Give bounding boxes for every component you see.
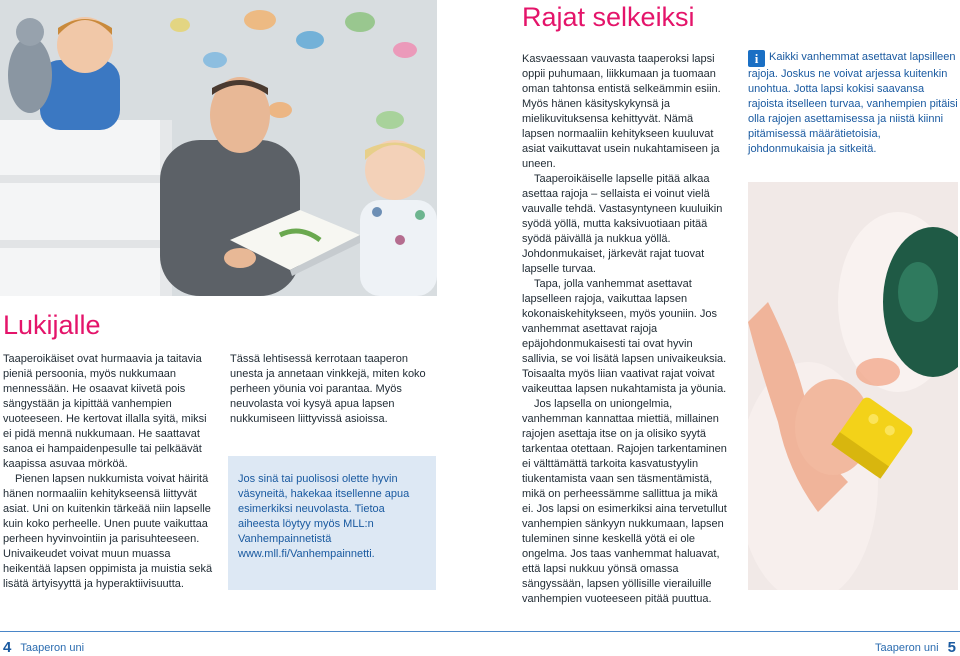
paragraph: Jos lapsella on uniongelmia, vanhemman kannattaa miettiä, millainen rajojen asettaja itse on ja olisiko syytä tarkentaa otettaan. Rajojen tarkentaminen ei välttämättä tarkoita kasvatustyylin tiukentamista vaan sen täsmentämistä, mikä on perheessämme sallittua ja mikä ei. Jos lapsi on esimerkiksi aina tervetullut vanhempien sänkyyn nukkumaan, lapsen tuleminen sinne keskellä yötä ei ole ongelma. Jos taas vanhemmat haluavat, että lapsi nukkuu yönsä omassa sängyssään, lapsen yöllisille vierailuille vanhempien vuoteeseen pitää puuttua. (522, 398, 727, 605)
tip-text: Kaikki vanhemmat asettavat lapsilleen rajoja. Joskus ne voivat arjessa kuitenkin unohtua. Jotta lapsi kokisi saavansa rajoista itselleen turvaa, vanhempien pitäisi olla rajojen asettamisessa ja niistä kiinni pitämisessä määrätietoisia, johdonmukaisia ja sitkeitä. (748, 51, 958, 155)
tip-box (748, 50, 958, 157)
footer-divider (0, 631, 960, 632)
footer-left (3, 640, 84, 656)
info-icon: i (748, 50, 765, 67)
paragraph: Pienen lapsen nukkumista voivat häiritä hänen normaaliin kehitykseensä liittyvät asiat. Uni on kuitenkin tärkeää niin lapselle kuin koko perheelle. Unen puute vaikuttaa perheen hyvinvointiin ja parisuhteeseen. Univaikeudet voivat muun muassa heikentää lapsen oppimista ja muistia sekä lisätä ärtyisyyttä ja hyperaktiivisuutta. (3, 473, 213, 590)
page-title-lukijalle: Lukijalle (3, 310, 101, 340)
page-number-right: 5 (947, 639, 956, 656)
info-box-text: Jos sinä tai puolisosi olette hyvin väsyneitä, hakekaa itsellenne apua esimerkiksi neuvolasta. Tietoa aiheesta löytyy myös MLL:n Vanhempainnetistä www.mll.fi/Vanhempainnetti. (238, 473, 410, 560)
photo-bath-toy (748, 182, 958, 590)
footer-label-left: Taaperon uni (20, 642, 85, 654)
info-box (228, 456, 436, 590)
paragraph: Taaperoikäiset ovat hurmaavia ja taitavia pieniä persoonia, myös nukkumaan mennessään. He osaavat kiivetä pois sängystään ja kipittää vanhempien vuoteeseen. He kertovat illalla syitä, miksi ei pidä mennä nukkumaan. He saattavat sanoa ei hampaidenpesulle tai pelkäävät kaapissa asuvaa mörköä. (3, 353, 207, 470)
photo-father-reading (0, 0, 437, 296)
left-column-text (3, 352, 215, 592)
photo-father-reading-illustration (0, 0, 437, 296)
page-number-left: 4 (3, 639, 12, 656)
footer-label-right: Taaperon uni (874, 642, 939, 654)
paragraph: Taaperoikäiselle lapselle pitää alkaa asettaa rajoja – sellaista ei voinut vielä vauvalle tehdä. Vastasyntyneen kuuluikin syödä yöllä, mutta kaksivuotiaan pitää syödä päivällä ja nukkua yöllä. Johdonmukaiset, järkevät rajat tuovat lapselle turvaa. (522, 173, 723, 275)
paragraph: Kasvaessaan vauvasta taaperoksi lapsi oppii puhumaan, liikkumaan ja tuomaan oman tahtonsa entistä selkeämmin esiin. Myös hänen käsityskykynsä ja mielikuvituksensa kehittyvät. Nämä lapsen normaaliin kehitykseen kuuluvat asiat vaikuttavat usein nukahtamiseen ja uneen. (522, 53, 721, 170)
paragraph: Tapa, jolla vanhemmat asettavat lapselleen rajoja, vaikuttaa lapsen kokonaiskehitykseen, myös youniin. Jos vanhemmat asettavat rajoja epäjohdonmukaisesti tai ovat hyvin sallivia, se voi lisätä lapsen univaikeuksia. Toisaalta myös liian vaativat rajat voivat vaikeuttaa lapsen nukahtamista ja yöunia. (522, 278, 727, 395)
paragraph: Tässä lehtisessä kerrotaan taaperon unesta ja annetaan vinkkejä, miten koko perheen yöunia voi parantaa. Myös neuvolasta voi kysyä apua lapsen nukkumiseen liittyvissä asioissa. (230, 353, 426, 425)
page-title-rajat-selkeiksi: Rajat selkeiksi (522, 2, 695, 32)
footer-right (875, 640, 956, 656)
photo-bath-toy-illustration (748, 182, 958, 590)
middle-column-text (230, 352, 436, 427)
right-column-text (522, 52, 728, 607)
